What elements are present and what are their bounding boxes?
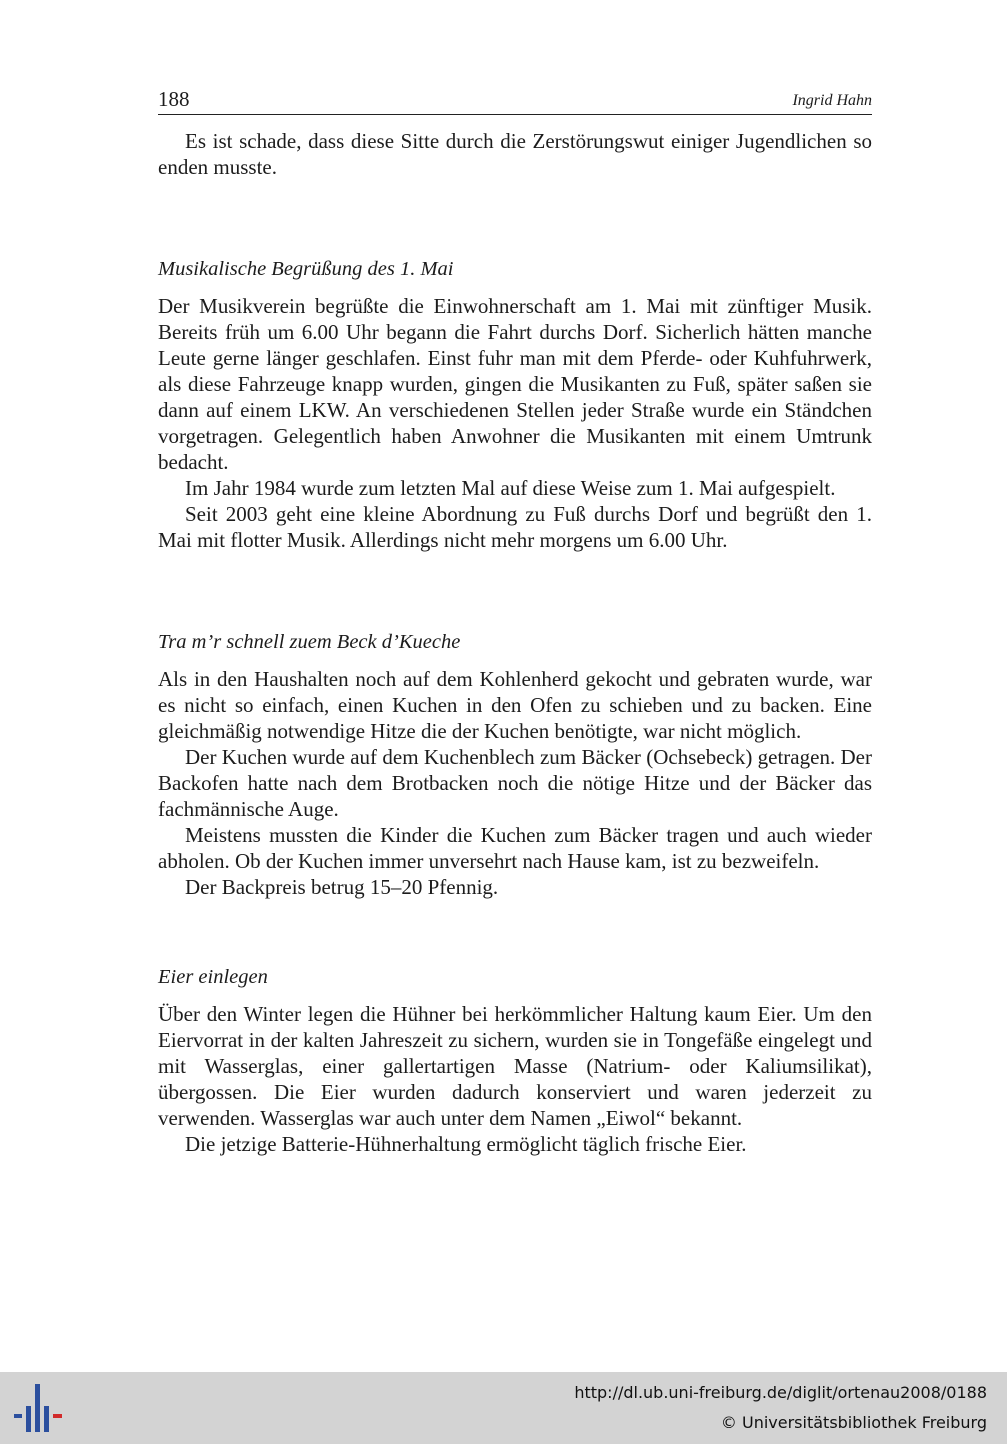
running-header: [158, 86, 872, 115]
author-name: Ingrid Hahn: [792, 92, 872, 109]
section-paragraph: Die jetzige Batterie-Hühnerhaltung ermöglicht täglich frische Eier.: [185, 1132, 747, 1156]
section-paragraph: Im Jahr 1984 wurde zum letzten Mal auf diese Weise zum 1. Mai aufgespielt.: [185, 476, 836, 500]
document-page: [158, 86, 872, 1157]
section-heading-tra-mr-schnell: Tra m’r schnell zuem Beck d’Kueche: [158, 631, 461, 653]
library-logo-icon: [12, 1384, 64, 1432]
logo-bar-2: [35, 1384, 40, 1432]
section-paragraph: Der Kuchen wurde auf dem Kuchenblech zum Bäcker (Ochsebeck) getragen. Der Backofen hatte nach dem Brotbacken noch die nötige Hitze und der Bäcker das fachmännische Auge.: [158, 745, 872, 821]
section-heading-musikalische-begruessung: Musikalische Begrüßung des 1. Mai: [158, 258, 454, 280]
library-footer: [0, 1372, 1007, 1444]
section-paragraph: Über den Winter legen die Hühner bei herkömmlicher Haltung kaum Eier. Um den Eiervorrat in der kalten Jahreszeit zu sichern, wurden sie in Tongefäße eingelegt und mit Wasserglas, einer gallertartigen Masse (Natrium- oder Kaliumsilikat), übergossen. Die Eier wurden dadurch konserviert und waren jederzeit zu verwenden. Wasserglas war auch unter dem Namen „Eiwol“ bekannt.: [158, 1002, 872, 1130]
logo-bar-1: [26, 1406, 31, 1432]
section-paragraph: Der Backpreis betrug 15–20 Pfennig.: [185, 875, 499, 899]
logo-left-bar: [14, 1414, 22, 1418]
copyright-notice: © Universitätsbibliothek Freiburg: [720, 1413, 987, 1432]
section-paragraph: Seit 2003 geht eine kleine Abordnung zu Fuß durchs Dorf und begrüßt den 1. Mai mit flotter Musik. Allerdings nicht mehr morgens um 6.00 Uhr.: [158, 502, 872, 552]
section-paragraph: Als in den Haushalten noch auf dem Kohlenherd gekocht und gebraten wurde, war es nicht so einfach, einen Kuchen in den Ofen zu schieben und zu backen. Eine gleichmäßig notwendige Hitze die der Kuchen benötigte, war nicht möglich.: [158, 667, 872, 743]
logo-right-bar: [53, 1414, 62, 1418]
page-number: 188: [158, 87, 190, 111]
section-paragraph: Der Musikverein begrüßte die Einwohnerschaft am 1. Mai mit zünftiger Musik. Bereits früh um 6.00 Uhr begann die Fahrt durchs Dorf. Sicherlich hätten manche Leute gerne länger geschlafen. Einst fuhr man mit dem Pferde- oder Kuhfuhrwerk, als diese Fahrzeuge knapp wurden, gingen die Musikanten zu Fuß, später saßen sie dann auf einem LKW. An verschiedenen Stellen jeder Straße wurde ein Ständchen vorgetragen. Gelegentlich haben Anwohner die Musikanten mit einem Umtrunk bedacht.: [158, 294, 872, 474]
intro-paragraph: Es ist schade, dass diese Sitte durch die Zerstörungswut einiger Jugendlichen so enden musste.: [158, 129, 872, 179]
section-paragraph: Meistens mussten die Kinder die Kuchen zum Bäcker tragen und auch wieder abholen. Ob der Kuchen immer unversehrt nach Hause kam, ist zu bezweifeln.: [158, 823, 872, 873]
section-heading-eier-einlegen: Eier einlegen: [158, 966, 268, 988]
permalink-url[interactable]: http://dl.ub.uni-freiburg.de/diglit/ortenau2008/0188: [574, 1383, 987, 1402]
logo-bar-3: [44, 1406, 49, 1432]
